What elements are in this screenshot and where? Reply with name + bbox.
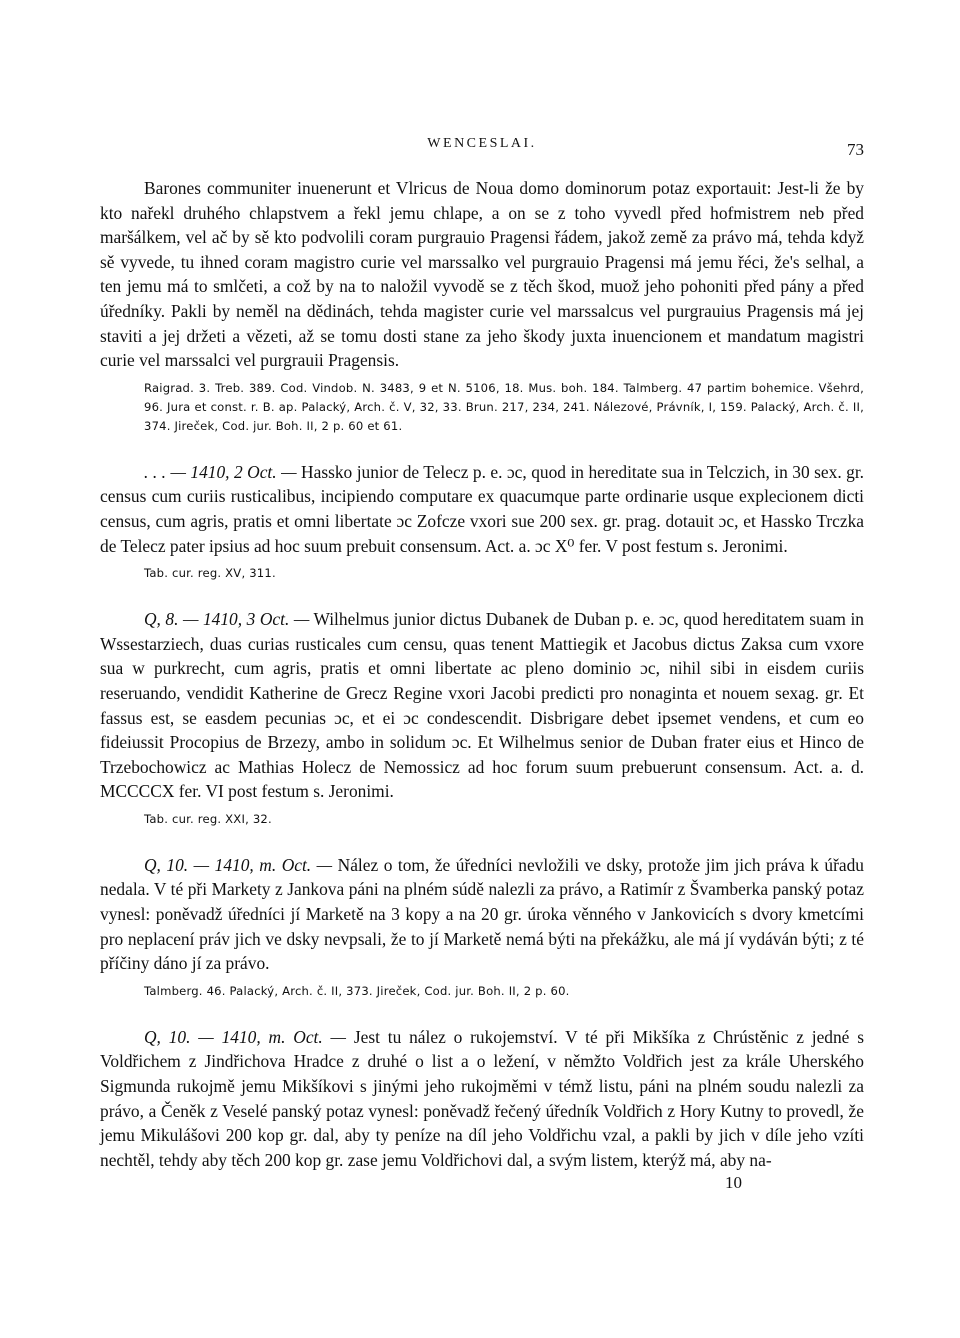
entry-3-citation: Tab. cur. reg. XXI, 32. xyxy=(144,811,272,826)
entry-5-text xyxy=(100,1025,864,1173)
entry-4-citation: Talmberg. 46. Palacký, Arch. č. II, 373. Jireček, Cod. jur. Boh. II, 2 p. 60. xyxy=(144,983,570,998)
entry-1-text xyxy=(100,176,864,373)
entry-2-lead: . . . — 1410, 2 Oct. — xyxy=(144,461,297,482)
page-body xyxy=(100,176,864,1194)
entry-5-lead: Q, 10. — 1410, m. Oct. — xyxy=(144,1026,347,1047)
entry-3-body: Wilhelmus junior dictus Dubanek de Duban p. e. ɔc, quod hereditatem suam in Wssestarziech, duas curias rusticales cum censu, quas tenent Mattiegik et Jacobus dictus Zaksa cum vxore sua w purkrecht, cum agris, pratis et omni libertate ac pleno dominio ɔc, nihil sibi in eisdem curiis reseruando, vendidit Katherine de Grecz Regine vxori Jacobi predicti pro nonaginta et nouem sexag. gr. Et fassus est, se easdem pecunias ɔc, et ei ɔc condescendit. Disbrigare debet ipsemet vendens, et cum eo fideiussit Procopius de Brzezy, ambo in solidum ɔc. Et Wilhelmus senior de Duban frater eius et Hinco de Trzebochowicz ac Mathias Holecz de Nemossicz ad hoc forum suum prebuerunt consensum. Act. a. d. MCCCCX fer. VI post festum s. Jeronimi. xyxy=(100,609,864,802)
entry-4-body: Nález o tom, že úředníci nevložili ve dsky, protože jim jich práva k úřadu nedala. V té při Markety z Jankova páni na plném súdě nalezli za právo, a Ratimír z Švamberka panský potaz vynesl: poněvadž úředníci jí Marketě na 3 kopy a na 20 gr. úroka věnného v Jankovicích s dvory kmetcími pro neplacení práv jich ve dsky nevpsali, že to jí Marketě nemá býti na překážku, ale má jí vydáván býti; z té příčiny dáno jí za právo. xyxy=(100,854,864,974)
entry-1 xyxy=(100,176,864,436)
entry-3-lead: Q, 8. — 1410, 3 Oct. — xyxy=(144,609,310,630)
entry-2 xyxy=(100,460,864,583)
entry-2-citation: Tab. cur. reg. XV, 311. xyxy=(144,566,276,581)
entry-1-citation: Raigrad. 3. Treb. 389. Cod. Vindob. N. 3483, 9 et N. 5106, 18. Mus. boh. 184. Talmberg. 47 partim bohemice. Všehrd, 96. Jura et const. r. B. ap. Palacký, Arch. č. V, 32, 33. Brun. 217, 234, 241. Nálezové, Právník, I, 159. Palacký, Arch. č. II, 374. Jireček, Cod. jur. Boh. II, 2 p. 60 et 61. xyxy=(144,380,864,433)
page-header xyxy=(100,136,864,166)
entry-4-lead: Q, 10. — 1410, m. Oct. — xyxy=(144,854,333,875)
entry-2-body: Hassko junior de Telecz p. e. ɔc, quod in hereditate sua in Telczich, in 30 sex. gr. census cum curiis rusticalibus, incipiendo computare ex quacumque parte ordinarie usque explecionem dicti census, cum agris, pratis et omni libertate ɔc Zofcze vxori sue 200 sex. gr. prag. dotauit ɔc, et Hassko Trczka de Telecz pater ipsius ad hoc suum prebuit consensum. Act. a. ɔc X⁰ fer. V post festum s. Jeronimi. xyxy=(100,461,865,556)
entry-1-body: Barones communiter inuenerunt et Vlricus de Noua domo dominorum potaz exportauit: Jest-li že by kto nařekl druhého chlapstvem a řekl jemu chlape, a on se z toho vyvedl před hofmistrem neb před maršálkem, vel ač by sě kto podvolili coram purgrauio Pragensi řádem, jakož země za právo má, tehda když sě vyvede, tu ihned coram magistro curie vel marssalko vel purgrauio Pragensi má jemu řéci, že's selhal, a ten jemu má to smlčeti, a což by na to naložil vyvodě se z těch škod, muož jeho pohoniti před pány a před úředníky. Pakli by neměl na dědinách, tehda magister curie vel marssalcus vel purgrauius Pragensis má jej staviti a jej držeti a vězeti, až se tomu dosti stane za jeho škody juxta inuencionem et mandatum magistri curie vel marssalci vel purgrauii Pragensis. xyxy=(100,178,864,371)
entry-4-text xyxy=(100,853,864,976)
entry-5-body: Jest tu nález o rukojemství. V té při Mikšíka z Chrústěnic z jedné s Voldřichem z Jindřichova Hradce z druhé o list a o ležení, v němžto Voldřich jest za krále Uherského Sigmunda rukojmě jemu Mikšíkovi s jinými jeho rukojměmi v témž listu, páni na plném soudu nalezli za právo, a Čeněk z Veselé panský potaz vynesl: poněvadž řečený úředník Voldřich z Hory Kutny to provedl, že jemu Mikulášovi 200 kop gr. dal, aby ty peníze na díl jeho Voldřichu vzal, a pakli by jich v díle jeho vzíti nechtěl, tehdy aby těch 200 kop gr. zase jemu Voldřichovi dal, a svým listem, kterýž má, aby na- xyxy=(100,1026,864,1170)
running-title: WENCESLAI. xyxy=(427,136,537,151)
page-number: 73 xyxy=(847,140,864,159)
entry-5 xyxy=(100,1025,864,1195)
entry-3-text xyxy=(100,607,864,804)
entry-3 xyxy=(100,607,864,829)
signature-mark: 10 xyxy=(725,1173,742,1193)
entry-2-text xyxy=(100,460,864,558)
entry-4 xyxy=(100,853,864,1001)
